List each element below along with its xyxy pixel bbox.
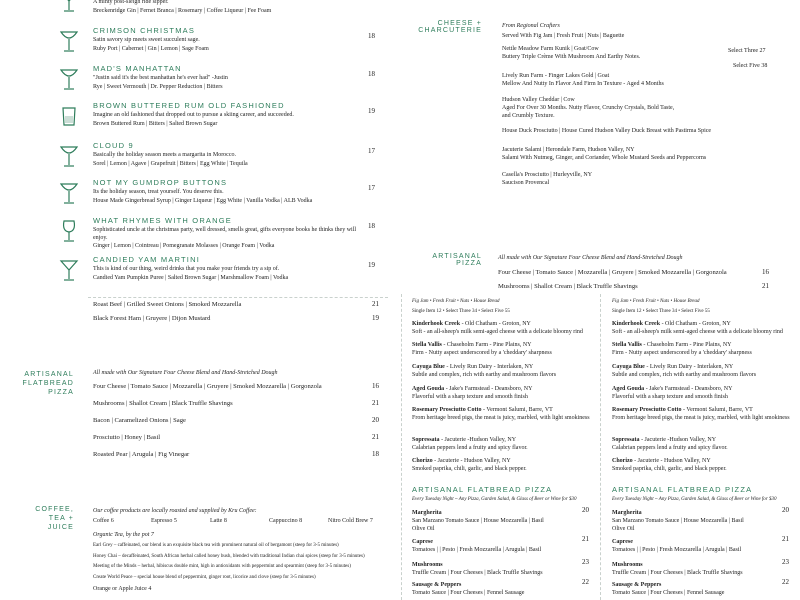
pizza-heading-top: ARTISANAL PIZZA [432, 253, 482, 267]
cheese-col-pizza-desc: Truffle Cream | Four Cheeses | Black Truffle Shavings [612, 570, 743, 576]
tea-item: Earl Grey – caffeinated, our blend is an exquisite black tea with prominent natural oil of bergamont (steep for 3-5 minutes) [93, 543, 339, 548]
cheese-col-pizza-price: 23 [582, 558, 589, 566]
cheese-col-select: Single Item 12 • Select Three 34 • Select Five 55 [412, 309, 510, 314]
martini-glass-icon [58, 257, 80, 283]
cheese-col-item-desc: Firm - Nutty aspect underscored by a 'cheddary' sharpness [412, 350, 552, 356]
cheese-col-item [612, 341, 797, 349]
cocktail-desc: This is kind of our thing, weird drinks that you make your friends try a sip of. [93, 266, 280, 272]
cheese-col-pizza-name: Mushrooms [612, 562, 643, 568]
cheese-col-item-source: - Old Chatham - Groton, NY [460, 321, 531, 327]
coupe-glass-icon [58, 28, 80, 54]
cheese-item-line1: Hudson Valley Cheddar | Cow [502, 97, 575, 103]
cheese-col-top: Fig Jam • Fresh Fruit • Nuts • House Bread [612, 299, 700, 304]
cheese-col-pizza-name: Caprese [412, 539, 433, 545]
tea-item: Create World Peace – special house blend of peppermint, ginger root, licorice and clove (steep for 3-5 minutes) [93, 574, 316, 580]
cheese-col-item-source: - Lively Run Dairy - Interlaken, NY [644, 364, 734, 370]
cheese-col-item [612, 363, 797, 371]
pizza-item-price: 21 [762, 282, 769, 290]
cheese-item-line2: Mellow And Nutty In Flavor And Firm In Texture - Aged 4 Months [502, 81, 664, 87]
cocktail-name: CANDIED YAM MARTINI [93, 255, 200, 264]
coffee-drink: Nitro Cold Brew 7 [328, 518, 373, 524]
cheese-col-pizza-name: Sausage & Peppers [412, 582, 462, 588]
cheese-col-item-name: Rosemary Prosciutto Cotto [612, 407, 682, 413]
cocktail-name: NOT MY GUMDROP BUTTONS [93, 178, 228, 187]
cocktail-price: 17 [368, 184, 375, 192]
cheese-col-item-desc: Calabrian peppers lend a fruity and spicy flavor. [612, 445, 728, 451]
cheese-col-item [412, 457, 597, 465]
cheese-col-pizza-price: 23 [782, 558, 789, 566]
coffee-heading: COFFEE, TEA + JUICE [35, 506, 74, 531]
cocktail-ingredients: Sorel | Lemon | Agave | Grapefruit | Bitters | Egg White | Tequila [93, 161, 248, 167]
cheese-col-pizza-sub: Every Tuesday Night ~ Any Pizza, Garden Salad, & Glass of Beer or Wine for $30 [612, 497, 777, 502]
cheese-col-item-desc: Flavorful with a sharp texture and smooth finish [612, 394, 728, 400]
pizza-item-price: 16 [762, 268, 769, 276]
cocktail-desc: Sophisticated uncle at the christmas party, well dressed, smells great, gifts everyone books he thinks they will enjoy. [93, 227, 357, 241]
flatbread-item-price: 20 [372, 416, 379, 424]
flatbread-intro: All made with Our Signature Four Cheese Blend and Hand-Stretched Dough [93, 370, 278, 376]
cocktail-desc: Imagine an old fashioned that dropped out to pursue a skiing career, and succeeded. [93, 112, 294, 118]
cheese-col-item [412, 385, 597, 393]
tea-item: Meeting of the Minds – herbal, hibiscus double mint, high in antioxidants with peppermint and spearmint (steep for 3-5 minutes) [93, 564, 351, 569]
cocktail-name: CLOUD 9 [93, 141, 134, 150]
cheese-col-pizza-desc: San Marzano Tomato Sauce | House Mozzarella | Basil [612, 518, 744, 524]
cheese-col-pizza-heading: ARTISANAL FLATBREAD PIZZA [612, 485, 753, 494]
cheese-col-item-desc: Flavorful with a sharp texture and smooth finish [412, 394, 528, 400]
cheese-col-item-source: - Vermont Salumi, Barre, VT [681, 407, 753, 413]
cheese-col-pizza-desc2: Olive Oil [412, 526, 435, 532]
cheese-col-item-source: - Jacuterie -Hudson Valley, NY [639, 437, 717, 443]
cheese-col-item-name: Kinderhook Creek [612, 321, 661, 327]
cheese-col-item-desc: Calabrian peppers lend a fruity and spicy flavor. [412, 445, 528, 451]
cheese-item-line2: Aged For Over 30 Months. Nutty Flavor, Crunchy Crystals, Bold Taste, [502, 105, 675, 111]
cheese-col-item-source: - Lively Run Dairy - Interlaken, NY [444, 364, 534, 370]
pizza-item-name: Mushrooms | Shallot Cream | Black Truffle Shavings [498, 283, 638, 290]
cheese-col-item-desc: Smoked paprika, chili, garlic, and black pepper. [612, 466, 727, 472]
flatbread-item-name: Mushrooms | Shallot Cream | Black Truffle Shavings [93, 400, 233, 407]
cheese-col-item-source: - Jacuterie -Hudson Valley, NY [439, 437, 517, 443]
flatbread-item-name: Bacon | Caramelized Onions | Sage [93, 417, 186, 424]
cheese-col-pizza-price: 20 [782, 506, 789, 514]
cheese-col-item-name: Chorizo [412, 458, 433, 464]
cheese-col-pizza-sub: Every Tuesday Night ~ Any Pizza, Garden Salad, & Glass of Beer or Wine for $30 [412, 497, 577, 502]
coupe-glass-icon [58, 180, 80, 206]
cheese-col-pizza-desc2: Olive Oil [612, 526, 635, 532]
cheese-heading: CHEESE + CHARCUTERIE [418, 20, 482, 34]
cocktail-ingredients: House Made Gingerbread Syrup | Ginger Liqueur | Egg White | Vanilla Vodka | ALB Vodka [93, 198, 313, 204]
cheese-col-pizza-price: 20 [582, 506, 589, 514]
cheese-col-pizza-desc: Truffle Cream | Four Cheeses | Black Truffle Shavings [412, 570, 543, 576]
cheese-col-item-source: - Jacuterie - Hudson Valley, NY [632, 458, 711, 464]
cheese-col-item-name: Stella Vallis [612, 342, 642, 348]
cheese-col-pizza-desc: Tomato Sauce | Four Cheeses | Fennel Sausage [412, 590, 525, 596]
cheese-select-three: Select Three 27 [728, 48, 766, 54]
martini-glass-icon [58, 0, 80, 14]
cocktail-price: 19 [368, 261, 375, 269]
cheese-select-five: Select Five 38 [733, 63, 768, 69]
cheese-col-item-name: Chorizo [612, 458, 633, 464]
cheese-col-top: Fig Jam • Fresh Fruit • Nuts • House Bread [412, 299, 500, 304]
wine-glass-icon [58, 218, 80, 244]
cheese-col-item-name: Rosemary Prosciutto Cotto [412, 407, 482, 413]
cheese-col-item-desc: Firm - Nutty aspect underscored by a 'cheddary' sharpness [612, 350, 752, 356]
cocktail-price: 18 [368, 32, 375, 40]
cocktail-name: WHAT RHYMES WITH ORANGE [93, 216, 232, 225]
cheese-col-item-source: - Jake's Farmstead - Deansboro, NY [644, 386, 733, 392]
cocktail-name: MAD'S MANHATTAN [93, 64, 182, 73]
cheese-col-pizza-desc: Tomatoes | | Pesto | Fresh Mozzarella | Arugula | Basil [612, 547, 742, 553]
coffee-intro: Our coffee products are locally roasted and supplied by Kru Coffee: [93, 508, 257, 514]
cocktail-desc: Satin savory sip meets sweet succulent sage. [93, 37, 200, 43]
cheese-col-select: Single Item 12 • Select Three 34 • Select Five 55 [612, 309, 710, 314]
pizza-intro-top: All made with Our Signature Four Cheese Blend and Hand-Stretched Dough [498, 255, 683, 261]
cheese-col-item-name: Cayuga Blue [412, 364, 445, 370]
cheese-item-line1: Lively Run Farm - Finger Lakes Gold | Goat [502, 73, 610, 79]
cheese-col-item [612, 320, 797, 328]
cheese-col-item [612, 436, 797, 444]
cheese-col-item-name: Cayuga Blue [612, 364, 645, 370]
pizza-extra-price: 19 [372, 314, 379, 322]
cheese-col-pizza-price: 21 [582, 535, 589, 543]
cheese-col-item-source: - Jake's Farmstead - Deansboro, NY [444, 386, 533, 392]
cheese-intro-2: Served With Fig Jam | Fresh Fruit | Nuts | Baguette [502, 33, 625, 39]
cheese-col-pizza-desc: Tomatoes | | Pesto | Fresh Mozzarella | Arugula | Basil [412, 547, 542, 553]
cheese-col-item-desc: Subtle and complex, rich with earthy and mushroom flavors [612, 372, 757, 378]
cheese-col-item-source: - Old Chatham - Groton, NY [660, 321, 731, 327]
cheese-item-line2: Buttery Triple Crème With Mushroom And Earthy Notes. [502, 54, 641, 60]
flatbread-item-name: Four Cheese | Tomato Sauce | Mozzarella | Gruyere | Smoked Mozzarella | Gorgonzola [93, 383, 322, 390]
cheese-col-item-name: Aged Gouda [612, 386, 645, 392]
flatbread-item-name: Roasted Pear | Arugula | Fig Vinegar [93, 451, 190, 458]
cheese-col-pizza-desc: Tomato Sauce | Four Cheeses | Fennel Sausage [612, 590, 725, 596]
cheese-col-item [412, 320, 597, 328]
cheese-col-pizza-name: Sausage & Peppers [612, 582, 662, 588]
cheese-col-item-desc: Smoked paprika, chili, garlic, and black pepper. [412, 466, 527, 472]
cheese-item-line2: Saucison Provencal [502, 180, 550, 186]
tea-item: Honey Chai – decaffeinated, South African herbal called honey bush, blended with traditional Indian chai spices (steep for 3-5 minutes) [93, 553, 365, 559]
cheese-col-item-name: Stella Vallis [412, 342, 442, 348]
cheese-col-item-source: - Chaseholm Farm - Pine Plains, NY [441, 342, 532, 348]
cheese-col-pizza-price: 22 [582, 578, 589, 586]
cheese-col-pizza-name: Caprese [612, 539, 633, 545]
coffee-drink: Cappuccino 8 [269, 518, 303, 524]
cocktail-name: CRIMSON CHRISTMAS [93, 26, 196, 35]
cheese-col-pizza-name: Margherita [412, 510, 442, 516]
cheese-col-item-desc: Soft - an all-sheep's milk semi-aged cheese with a delicate bloomy rind [612, 329, 783, 335]
cheese-col-item [612, 406, 797, 414]
cheese-col-pizza-name: Margherita [612, 510, 642, 516]
coffee-drink: Coffee 6 [93, 518, 114, 524]
cheese-col-item-desc: From heritage breed pigs, the meat is juicy, marbled, with light smokiness [412, 415, 590, 421]
cocktail-ingredients: Ginger | Lemon | Cointreau | Pomegranate Molasses | Orange Foam | Vodka [93, 243, 275, 249]
pizza-extra-price: 21 [372, 300, 379, 308]
pizza-extra-name: Roast Beef | Grilled Sweet Onions | Smoked Mozzarella [93, 301, 242, 308]
cheese-item-line1: Jacuterie Salami | Herondale Farm, Hudson Valley, NY [502, 147, 635, 153]
flatbread-item-price: 21 [372, 399, 379, 407]
cocktail-ingredients: Ruby Port | Cabernet | Gin | Lemon | Sage Foam [93, 46, 209, 52]
cheese-item-line1: Casella's Prosciutto | Hurleyville, NY [502, 172, 593, 178]
cheese-item-line3: and Crumbly Texture. [502, 113, 555, 119]
cheese-col-item [612, 385, 797, 393]
rocks-glass-icon [58, 103, 80, 129]
cocktail-price: 18 [368, 70, 375, 78]
cheese-col-item-desc: From heritage breed pigs, the meat is juicy, marbled, with light smokiness [612, 415, 790, 421]
juice-item: Orange or Apple Juice 4 [93, 586, 152, 592]
cocktail-desc: "Justin said it's the best manhattan he's ever had" -Justin [93, 75, 228, 81]
pizza-extra-name: Black Forest Ham | Gruyere | Dijon Mustard [93, 315, 211, 322]
tea-heading: Organic Tea, by the pot 7 [93, 532, 154, 538]
flatbread-item-name: Prosciutto | Honey | Basil [93, 434, 161, 441]
cheese-col-item [412, 363, 597, 371]
flatbread-item-price: 18 [372, 450, 379, 458]
cheese-col-item [612, 457, 797, 465]
cocktail-price: 17 [368, 147, 375, 155]
cheese-col-item-name: Kinderhook Creek [412, 321, 461, 327]
cheese-col-item-name: Aged Gouda [412, 386, 445, 392]
cheese-col-pizza-name: Mushrooms [412, 562, 443, 568]
cheese-col-item-name: Sopressata [412, 437, 440, 443]
cheese-col-item-source: - Jacuterie - Hudson Valley, NY [432, 458, 511, 464]
cocktail-price: 19 [368, 107, 375, 115]
coupe-glass-icon [58, 143, 80, 169]
cheese-col-item [412, 436, 597, 444]
cocktail-ingredients: Rye | Sweet Vermouth | Dr. Pepper Reduction | Bitters [93, 84, 223, 90]
cheese-col-item-source: - Chaseholm Farm - Pine Plains, NY [641, 342, 732, 348]
cheese-intro-1: From Regional Crafters [502, 23, 560, 29]
cheese-item-line2: Salami With Nutmeg, Ginger, and Coriander, Whole Mustard Seeds and Peppercorns [502, 155, 707, 161]
cheese-col-pizza-price: 21 [782, 535, 789, 543]
cheese-col-item-name: Sopressata [612, 437, 640, 443]
cheese-col-item-desc: Soft - an all-sheep's milk semi-aged cheese with a delicate bloomy rind [412, 329, 583, 335]
cheese-col-item [412, 406, 597, 414]
cocktail-desc: A minty post-sleigh ride sipper. [93, 0, 169, 5]
cocktail-desc: Basically the holiday season meets a margarita in Morocco. [93, 152, 237, 158]
coupe-glass-icon [58, 66, 80, 92]
cheese-item-line1: House Duck Prosciutto | House Cured Hudson Valley Duck Breast with Pastirma Spice [502, 128, 712, 134]
cheese-col-pizza-desc: San Marzano Tomato Sauce | House Mozzarella | Basil [412, 518, 544, 524]
cheese-col-item-desc: Subtle and complex, rich with earthy and mushroom flavors [412, 372, 557, 378]
cheese-col-pizza-price: 22 [782, 578, 789, 586]
pizza-item-name: Four Cheese | Tomato Sauce | Mozzarella | Gruyere | Smoked Mozzarella | Gorgonzola [498, 269, 727, 276]
flatbread-item-price: 21 [372, 433, 379, 441]
cocktail-ingredients: Candied Yam Pumpkin Puree | Salted Brown Sugar | Marshmallow Foam | Vodka [93, 275, 289, 281]
coffee-drink: Latte 8 [210, 518, 227, 524]
coffee-drink: Espresso 5 [151, 518, 177, 524]
cocktail-ingredients: Brown Buttered Rum | Bitters | Salted Brown Sugar [93, 121, 218, 127]
cheese-col-pizza-heading: ARTISANAL FLATBREAD PIZZA [412, 485, 553, 494]
cocktail-ingredients: Breckenridge Gin | Fernet Branca | Rosemary | Coffee Liqueur | Fee Foam [93, 8, 272, 14]
cocktail-price: 18 [368, 222, 375, 230]
cocktail-name: BROWN BUTTERED RUM OLD FASHIONED [93, 101, 285, 110]
cheese-col-item-source: - Vermont Salumi, Barre, VT [481, 407, 553, 413]
flatbread-item-price: 16 [372, 382, 379, 390]
cheese-item-line1: Nettle Meadow Farm Kunik | Goat/Cow [502, 46, 599, 52]
cocktail-desc: Its the holiday season, treat yourself. You deserve this. [93, 189, 224, 195]
cheese-col-item [412, 341, 597, 349]
flatbread-heading: ARTISANAL FLATBREAD PIZZA [22, 371, 74, 396]
